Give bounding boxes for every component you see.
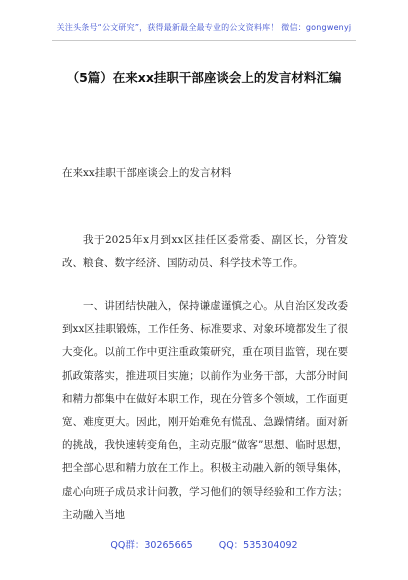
- footer-qq-group: QQ群：30265665: [110, 540, 193, 551]
- body-paragraph: 一、讲团结快融入，保持谦虚谨慎之心。从自治区发改委到xx区挂职锻炼，工作任务、标准要求、对象环境都发生了很大变化。以前工作中更注重政策研究，重在项目监管，现在要抓政策落实，推进项目实施；以前作为业务干部，大部分时间和精力都集中在做好本职工作，现在分管多个领域，工作面更宽、难度更大。因此，刚开始难免有慌乱、急躁情绪。面对新的挑战，我快速转变角色，主动克服“做客”思想、临时思想，把全部心思和精力放在工作上。积极主动融入新的领导集体，虚心向班子成员求计问教，学习他们的领导经验和工作方法；主动融入当地: [62, 300, 348, 521]
- footer-qq: QQ：535304092: [218, 540, 298, 551]
- document-title: （5篇）在来xx挂职干部座谈会上的发言材料汇编: [66, 70, 342, 85]
- document-subtitle: 在来xx挂职干部座谈会上的发言材料: [62, 167, 232, 179]
- body-paragraph: 我于2025年x月到xx区挂任区委常委、副区长，分管发改、粮食、数字经济、国防动员、科学技术等工作。: [62, 234, 348, 270]
- footer-contact: [0, 537, 408, 551]
- header-divider: [52, 40, 356, 41]
- header-banner: 关注头条号“公文研究”，获得最新最全最专业的公文资料库！ 微信：gongwenyj: [56, 23, 352, 32]
